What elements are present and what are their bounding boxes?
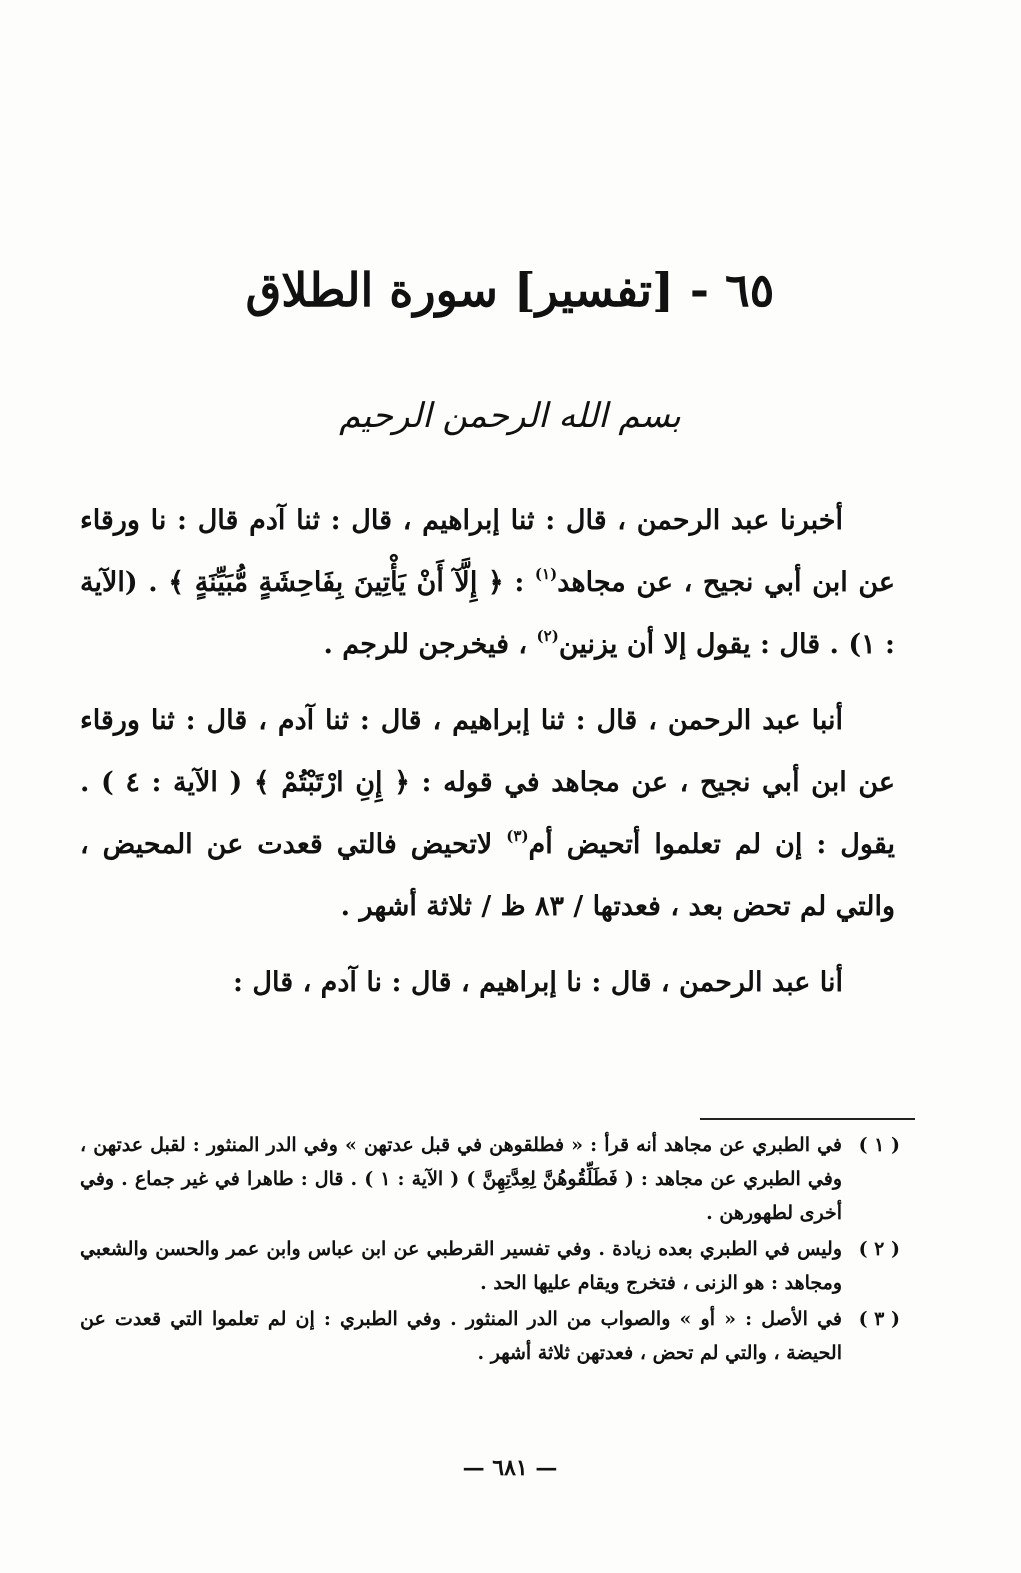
paragraph-text: ، فيخرجن للرجم . [323,629,537,660]
paragraph-text: أنا عبد الرحمن ، قال : نا إبراهيم ، قال : نا آدم ، قال : [233,967,843,998]
paragraph-1 [80,490,895,676]
footnote-reference-2: (٢) [536,627,559,645]
footnote-text: في الطبري عن مجاهد أنه قرأ : « فطلقوهن في قبل عدتهن » وفي الدر المنثور : لقبل عدتهن ، وفي الطبري عن مجاهد : ( فَطَلِّقُوهُنَّ لِعِدَّتِهِنَّ ) ( الآية : ١ ) . قال : طاهرا في غير جماع . وفي أخرى لطهورهن . [80,1134,842,1224]
footnote-text: وليس في الطبري بعده زيادة . وفي تفسير القرطبي عن ابن عباس وابن عمر والحسن والشعبي ومجاهد : هو الزنى ، فتخرج ويقام عليها الحد . [80,1238,842,1294]
footnote-reference-3: (٣) [506,827,529,845]
paragraph-text: أخبرنا عبد الرحمن ، قال : ثنا إبراهيم ، قال : ثنا آدم قال : نا ورقاء عن ابن أبي نجيح ، عن مجاهد [80,505,895,598]
footnote-reference-1: (١) [534,565,558,583]
footnote-marker: ( ٣ ) [858,1308,900,1330]
chapter-title: ٦٥ - [تفسير] سورة الطلاق [245,263,775,317]
footnotes [80,1128,900,1372]
footnote-marker: ( ١ ) [858,1134,900,1156]
footnote-divider [700,1118,915,1120]
paragraph-text: لاتحيض فالتي قعدت عن المحيض ، والتي لم تحض بعد ، فعدتها / ٨٣ ظ / ثلاثة أشهر . [80,829,895,922]
basmala: بسم الله الرحمن الرحيم [339,396,681,436]
footnote-3 [80,1302,900,1370]
paragraph-2 [80,690,895,938]
paragraph-text: أنبا عبد الرحمن ، قال : ثنا إبراهيم ، قال : ثنا آدم ، قال : ثنا ورقاء عن ابن أبي نجيح ، عن مجاهد في قوله : ﴿ إِنِ ارْتَبْتُمْ ﴾ ( الآية : ٤ ) . يقول : إن لم تعلموا أتحيض أم [80,705,895,860]
footnote-marker: ( ٢ ) [858,1238,900,1260]
main-text [80,490,895,1028]
paragraph-text: : ﴿ إِلَّآ أَنْ يَأْتِينَ بِفَاحِشَةٍ مُّبَيِّنَةٍ ﴾ . (الآية : ١) . قال : يقول إلا أن يزنين [80,567,895,660]
page-number: — ٦٨١ — [462,1455,558,1481]
footnote-text: في الأصل : « أو » والصواب من الدر المنثور . وفي الطبري : إن لم تعلموا التي قعدت عن الحيضة ، والتي لم تحض ، فعدتهن ثلاثة أشهر . [80,1308,842,1364]
paragraph-3 [80,952,895,1014]
footnote-2 [80,1232,900,1300]
footnote-1 [80,1128,900,1230]
